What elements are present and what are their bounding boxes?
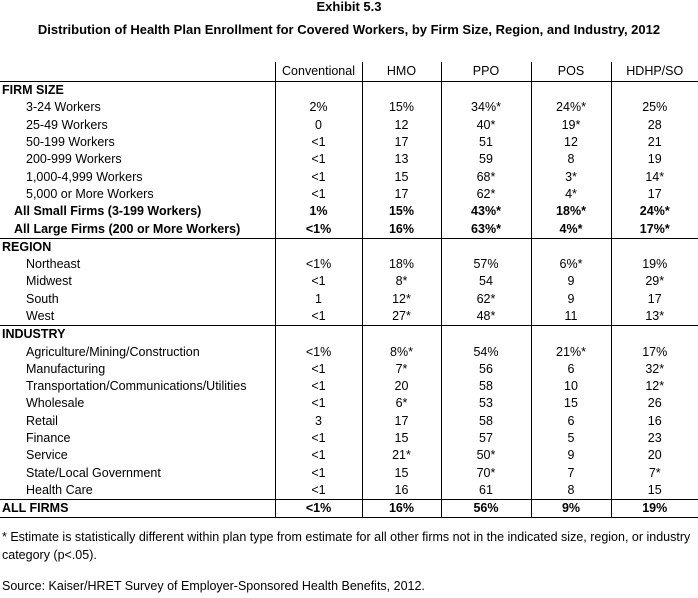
cell-value: <1 (275, 361, 362, 378)
cell-value: 17 (611, 186, 698, 203)
column-header: HMO (362, 62, 441, 82)
cell-value: <1 (275, 151, 362, 168)
cell-value: 59 (441, 151, 531, 168)
cell-value: 15% (362, 203, 441, 220)
cell-value: 11 (531, 308, 611, 326)
row-label: 5,000 or More Workers (26, 186, 154, 201)
cell-value (441, 238, 531, 256)
row-label: Northeast (26, 257, 81, 272)
cell-value: 12* (611, 378, 698, 395)
cell-value: 1 (275, 291, 362, 308)
cell-value: <1 (275, 308, 362, 326)
table-row (0, 134, 698, 151)
section-heading-row (0, 238, 698, 256)
table-row (0, 378, 698, 395)
cell-value: 62* (441, 291, 531, 308)
exhibit-number: Exhibit 5.3 (316, 0, 382, 14)
cell-value: 58 (441, 413, 531, 430)
cell-value: <1 (275, 482, 362, 500)
cell-value (611, 326, 698, 344)
cell-value: <1% (275, 256, 362, 273)
cell-value: <1 (275, 395, 362, 412)
cell-value: 70* (441, 465, 531, 482)
cell-value: 21* (362, 447, 441, 464)
cell-value: 5 (531, 430, 611, 447)
header-blank (0, 62, 275, 82)
cell-value: 54 (441, 273, 531, 290)
cell-value: 12 (531, 134, 611, 151)
cell-value: 17%* (611, 220, 698, 238)
cell-value: 48* (441, 308, 531, 326)
cell-value: 58 (441, 378, 531, 395)
cell-value: 24%* (611, 203, 698, 220)
table-row (0, 343, 698, 360)
row-label: 200-999 Workers (26, 152, 122, 167)
cell-value (362, 238, 441, 256)
cell-value: 63%* (441, 220, 531, 238)
cell-value: 26 (611, 395, 698, 412)
row-label: 1,000-4,999 Workers (26, 169, 143, 184)
cell-value: <1 (275, 273, 362, 290)
cell-value: 15% (362, 99, 441, 116)
cell-value (531, 82, 611, 100)
cell-value: 15 (362, 465, 441, 482)
table-row (0, 361, 698, 378)
table-row (0, 395, 698, 412)
cell-value (275, 326, 362, 344)
cell-value: 9 (531, 291, 611, 308)
cell-value: 15 (531, 395, 611, 412)
table-row (0, 186, 698, 203)
cell-value: 16 (611, 413, 698, 430)
column-header: PPO (441, 62, 531, 82)
cell-value: 56 (441, 361, 531, 378)
table-row (0, 465, 698, 482)
table-row (0, 291, 698, 308)
cell-value: <1 (275, 430, 362, 447)
cell-value: <1 (275, 378, 362, 395)
source-note: Source: Kaiser/HRET Survey of Employer-Sponsored Health Benefits, 2012. (2, 579, 425, 593)
table-row (0, 256, 698, 273)
all-firms-row (0, 500, 698, 518)
cell-value: 21 (611, 134, 698, 151)
cell-value: 18%* (531, 203, 611, 220)
section-heading-row (0, 326, 698, 344)
cell-value: 8 (531, 482, 611, 500)
cell-value: 6 (531, 413, 611, 430)
cell-value: 2% (275, 99, 362, 116)
cell-value: 57 (441, 430, 531, 447)
cell-value: 6 (531, 361, 611, 378)
row-label: 3-24 Workers (26, 100, 101, 115)
cell-value: 3* (531, 168, 611, 185)
cell-value: <1 (275, 447, 362, 464)
cell-value: 57% (441, 256, 531, 273)
column-header: HDHP/SO (611, 62, 698, 82)
cell-value: 7* (611, 465, 698, 482)
cell-value: 32* (611, 361, 698, 378)
cell-value: 13 (362, 151, 441, 168)
cell-value (362, 82, 441, 100)
cell-value: 14* (611, 168, 698, 185)
cell-value: 18% (362, 256, 441, 273)
table-row (0, 273, 698, 290)
table-body (0, 82, 698, 518)
cell-value: 12* (362, 291, 441, 308)
cell-value (275, 238, 362, 256)
cell-value: 7* (362, 361, 441, 378)
cell-value: 1% (275, 203, 362, 220)
section-heading-row (0, 82, 698, 100)
cell-value: 16% (362, 500, 441, 518)
cell-value: <1 (275, 134, 362, 151)
cell-value: 56% (441, 500, 531, 518)
row-label: Wholesale (26, 396, 85, 411)
table-row (0, 151, 698, 168)
row-label: INDUSTRY (0, 326, 275, 344)
row-label: ALL FIRMS (0, 500, 275, 518)
cell-value: 16 (362, 482, 441, 500)
row-label: Transportation/Communications/Utilities (26, 379, 247, 394)
cell-value: 6%* (531, 256, 611, 273)
cell-value: 8* (362, 273, 441, 290)
cell-value: 43%* (441, 203, 531, 220)
cell-value: 6* (362, 395, 441, 412)
table-title: Distribution of Health Plan Enrollment for Covered Workers, by Firm Size, Region, and Industry, 2012 (37, 22, 661, 37)
table-row (0, 430, 698, 447)
cell-value: <1 (275, 168, 362, 185)
cell-value: 9 (531, 447, 611, 464)
table-row (0, 99, 698, 116)
row-label: Retail (26, 413, 58, 428)
cell-value: <1% (275, 220, 362, 238)
row-label: South (26, 291, 59, 306)
cell-value: 27* (362, 308, 441, 326)
cell-value: 8%* (362, 343, 441, 360)
cell-value: 25% (611, 99, 698, 116)
total-row (0, 220, 698, 238)
cell-value: 9% (531, 500, 611, 518)
footnote: * Estimate is statistically different within plan type from estimate for all other firms not in the indicated size, region, or industry category (p<.05). (2, 530, 691, 562)
cell-value: 4* (531, 186, 611, 203)
column-header: POS (531, 62, 611, 82)
cell-value: 17 (362, 134, 441, 151)
cell-value (362, 326, 441, 344)
cell-value: 7 (531, 465, 611, 482)
cell-value: 29* (611, 273, 698, 290)
cell-value: <1% (275, 343, 362, 360)
row-label: REGION (0, 238, 275, 256)
cell-value: 9 (531, 273, 611, 290)
header-row (0, 62, 698, 82)
row-label: State/Local Government (26, 465, 161, 480)
enrollment-table (0, 62, 698, 518)
cell-value: 61 (441, 482, 531, 500)
cell-value: 12 (362, 117, 441, 134)
cell-value: <1% (275, 500, 362, 518)
cell-value: 62* (441, 186, 531, 203)
row-label: FIRM SIZE (0, 82, 275, 100)
cell-value: 15 (362, 168, 441, 185)
cell-value: 23 (611, 430, 698, 447)
cell-value (441, 326, 531, 344)
row-label: Midwest (26, 274, 72, 289)
cell-value: 50* (441, 447, 531, 464)
row-label: All Large Firms (200 or More Workers) (14, 221, 241, 236)
cell-value (441, 82, 531, 100)
row-label: Agriculture/Mining/Construction (26, 344, 200, 359)
row-label: 25-49 Workers (26, 117, 108, 132)
row-label: Manufacturing (26, 361, 106, 376)
cell-value: 0 (275, 117, 362, 134)
cell-value: 17 (611, 291, 698, 308)
cell-value: 4%* (531, 220, 611, 238)
row-label: Service (26, 448, 68, 463)
cell-value: 40* (441, 117, 531, 134)
cell-value: 17 (362, 186, 441, 203)
table-row (0, 168, 698, 185)
cell-value: 54% (441, 343, 531, 360)
cell-value: 19* (531, 117, 611, 134)
cell-value: 34%* (441, 99, 531, 116)
cell-value: 19% (611, 500, 698, 518)
cell-value: 28 (611, 117, 698, 134)
row-label: 50-199 Workers (26, 135, 115, 150)
cell-value (611, 238, 698, 256)
cell-value: 15 (362, 430, 441, 447)
table-row (0, 117, 698, 134)
cell-value: 17 (362, 413, 441, 430)
cell-value: <1 (275, 186, 362, 203)
cell-value: 19% (611, 256, 698, 273)
cell-value: 24%* (531, 99, 611, 116)
cell-value (611, 82, 698, 100)
cell-value (531, 326, 611, 344)
cell-value: 13* (611, 308, 698, 326)
cell-value: <1 (275, 465, 362, 482)
cell-value (531, 238, 611, 256)
cell-value (275, 82, 362, 100)
cell-value: 3 (275, 413, 362, 430)
row-label: Health Care (26, 482, 93, 497)
total-row (0, 203, 698, 220)
cell-value: 68* (441, 168, 531, 185)
row-label: West (26, 309, 55, 323)
table-row (0, 413, 698, 430)
row-label: All Small Firms (3-199 Workers) (14, 204, 202, 219)
cell-value: 17% (611, 343, 698, 360)
cell-value: 20 (362, 378, 441, 395)
table-row (0, 447, 698, 464)
column-header: Conventional (275, 62, 362, 82)
row-label: Finance (26, 431, 71, 446)
cell-value: 53 (441, 395, 531, 412)
cell-value: 19 (611, 151, 698, 168)
cell-value: 10 (531, 378, 611, 395)
table-row (0, 482, 698, 500)
table-row (0, 308, 698, 326)
cell-value: 16% (362, 220, 441, 238)
cell-value: 51 (441, 134, 531, 151)
cell-value: 20 (611, 447, 698, 464)
cell-value: 8 (531, 151, 611, 168)
cell-value: 15 (611, 482, 698, 500)
cell-value: 21%* (531, 343, 611, 360)
